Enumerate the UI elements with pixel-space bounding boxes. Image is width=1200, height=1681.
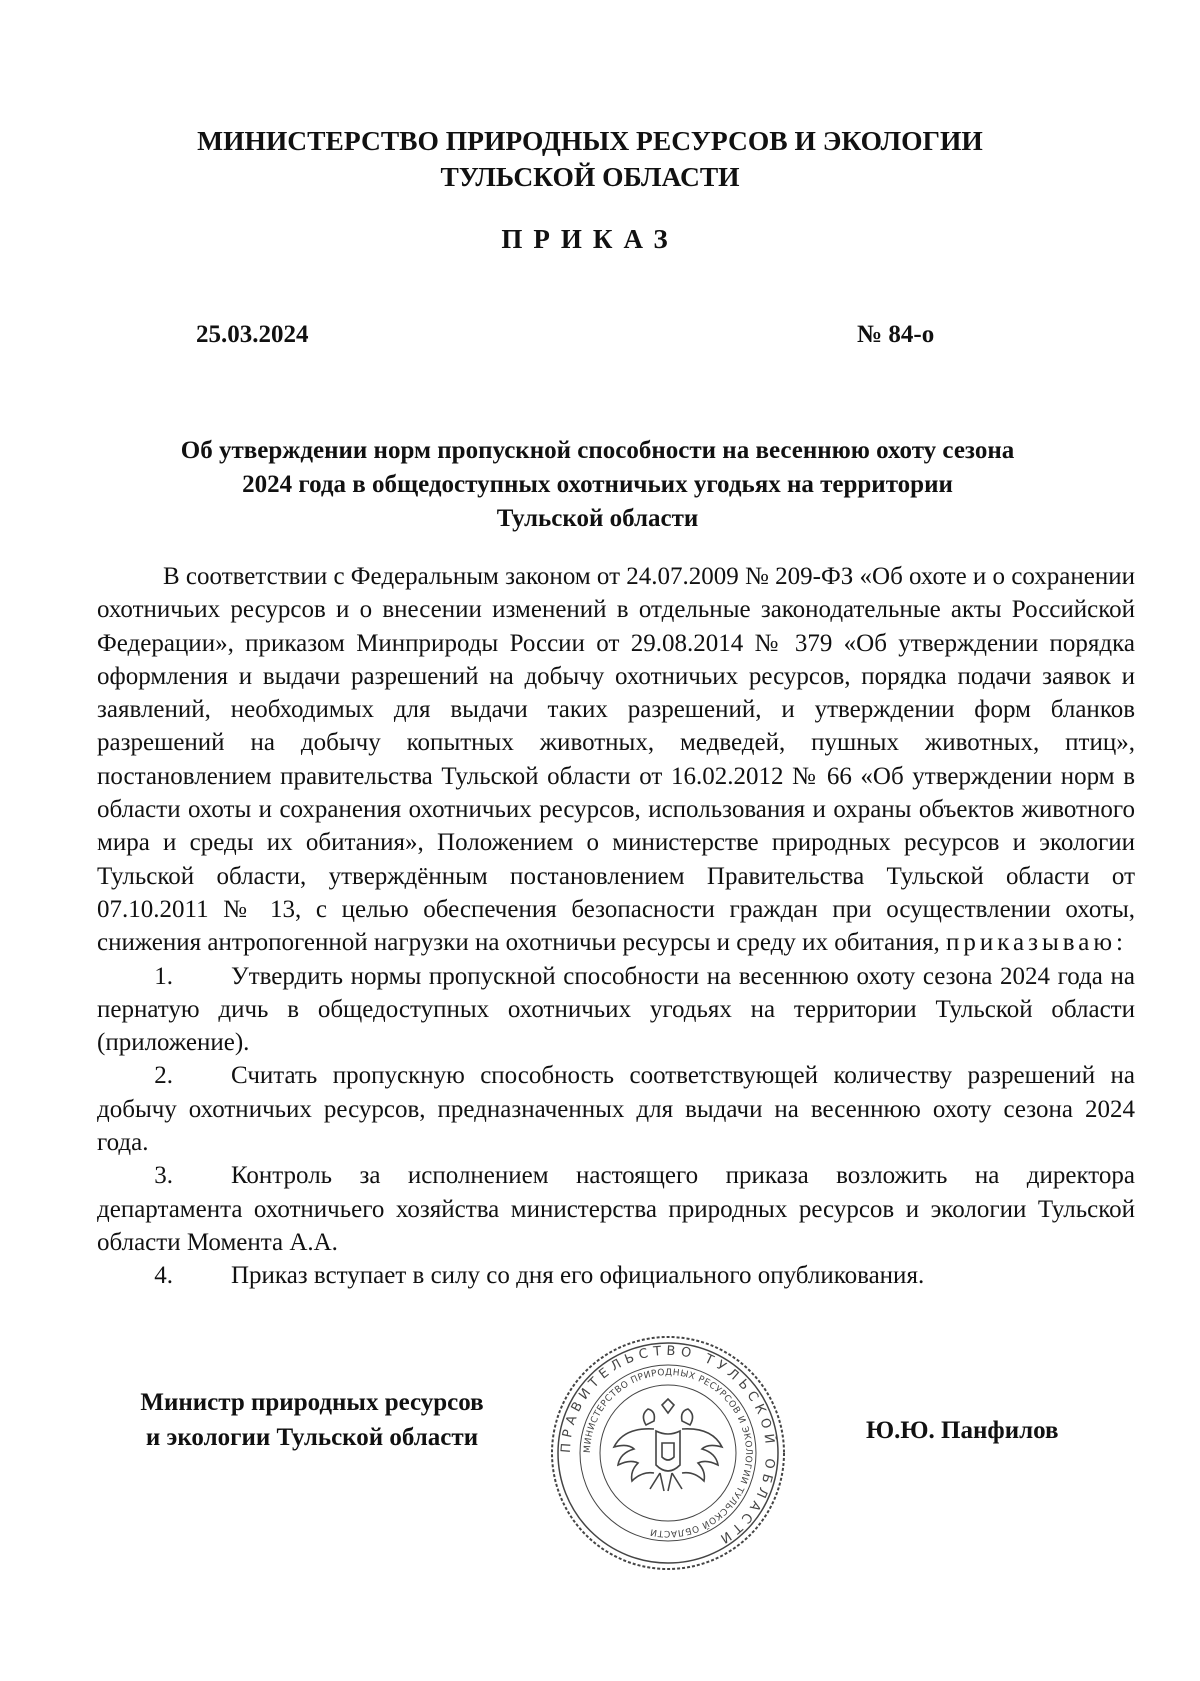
seal-inner-text: МИНИСТЕРСТВО ПРИРОДНЫХ РЕСУРСОВ И ЭКОЛОГИИ ТУЛЬСКОЙ ОБЛАСТИ — [582, 1367, 754, 1539]
svg-text:МИНИСТЕРСТВО ПРИРОДНЫХ РЕСУРСО — [583, 1368, 753, 1538]
item-text: Считать пропускную способность соответствующей количеству разрешений на добычу охотничьих ресурсов, предназначенных для выдачи на весеннюю охоту сезона 2024 года. — [97, 1062, 1135, 1157]
subject-line-1: Об утверждении норм пропускной способности на весеннюю охоту сезона — [180, 437, 1015, 464]
ministry-line-1: МИНИСТЕРСТВО ПРИРОДНЫХ РЕСУРСОВ И ЭКОЛОГИИ — [197, 125, 983, 156]
item-text: Контроль за исполнением настоящего приказа возложить на директора департамента охотничьего хозяйства министерства природных ресурсов и экологии Тульской области Момента А.А. — [97, 1162, 1135, 1256]
document-subject — [120, 434, 1075, 536]
seal-outer-text: ПРАВИТЕЛЬСТВО ТУЛЬСКОЙ ОБЛАСТИ — [558, 1343, 778, 1549]
document-number: № 84-о — [857, 321, 935, 348]
signatory-title-line-1: Министр природных ресурсов — [140, 1389, 484, 1416]
official-seal — [548, 1333, 788, 1573]
subject-line-3: Тульской области — [496, 505, 699, 532]
item-number: 4. — [154, 1262, 173, 1290]
document-date: 25.03.2024 — [196, 321, 309, 348]
subject-line-2: 2024 года в общедоступных охотничьих угодьях на территории — [242, 471, 953, 498]
item-number: 2. — [154, 1062, 173, 1090]
seal-icon — [548, 1333, 788, 1573]
item-number: 3. — [154, 1162, 173, 1190]
preamble-paragraph — [97, 560, 1135, 960]
order-item-4 — [97, 1259, 1135, 1292]
preamble-text: В соответствии с Федеральным законом от 24.07.2009 № 209-ФЗ «Об охоте и о сохранении охотничьих ресурсов и о внесении изменений в отдельные законодательные акты Российской Федерации», приказом Минприроды России от 29.08.2014 № 379 «Об утверждении порядка оформления и выдачи разрешений на добычу охотничьих ресурсов, порядка подачи заявок и заявлений, необходимых для выдачи таких разрешений, и утверждении форм бланков разрешений на добычу копытных животных, медведей, пушных животных, птиц», постановлением правительства Тульской области от 16.02.2012 № 66 «Об утверждении норм в области охоты и сохранения охотничьих ресурсов, использования и охраны объектов животного мира и среды их обитания», Положением о министерстве природных ресурсов и экологии Тульской области, утверждённым постановлением Правительства Тульской области от 07.10.2011 № 13, с целью обеспечения безопасности граждан при осуществлении охоты, снижения антропогенной нагрузки на охотничьи ресурсы и среду их обитания, — [97, 563, 1135, 957]
item-text: Утвердить нормы пропускной способности на весеннюю охоту сезона 2024 года на пернатую дичь в общедоступных охотничьих угодьях на территории Тульской области (приложение). — [97, 962, 1135, 1057]
document-body — [97, 560, 1135, 1293]
ministry-header — [150, 123, 1030, 195]
order-word: приказываю: — [945, 929, 1127, 957]
signatory-title-line-2: и экологии Тульской области — [145, 1424, 479, 1451]
eagle-emblem-icon — [614, 1399, 722, 1491]
document-type: ПРИКАЗ — [501, 224, 679, 254]
order-item-1 — [97, 960, 1135, 1060]
signatory-name: Ю.Ю. Панфилов — [866, 1417, 1059, 1444]
ministry-line-2: ТУЛЬСКОЙ ОБЛАСТИ — [440, 161, 740, 192]
item-number: 1. — [154, 962, 173, 990]
order-item-3 — [97, 1159, 1135, 1259]
order-item-2 — [97, 1059, 1135, 1159]
signatory-title — [112, 1385, 512, 1455]
item-text: Приказ вступает в силу со дня его официального опубликования. — [231, 1262, 925, 1290]
